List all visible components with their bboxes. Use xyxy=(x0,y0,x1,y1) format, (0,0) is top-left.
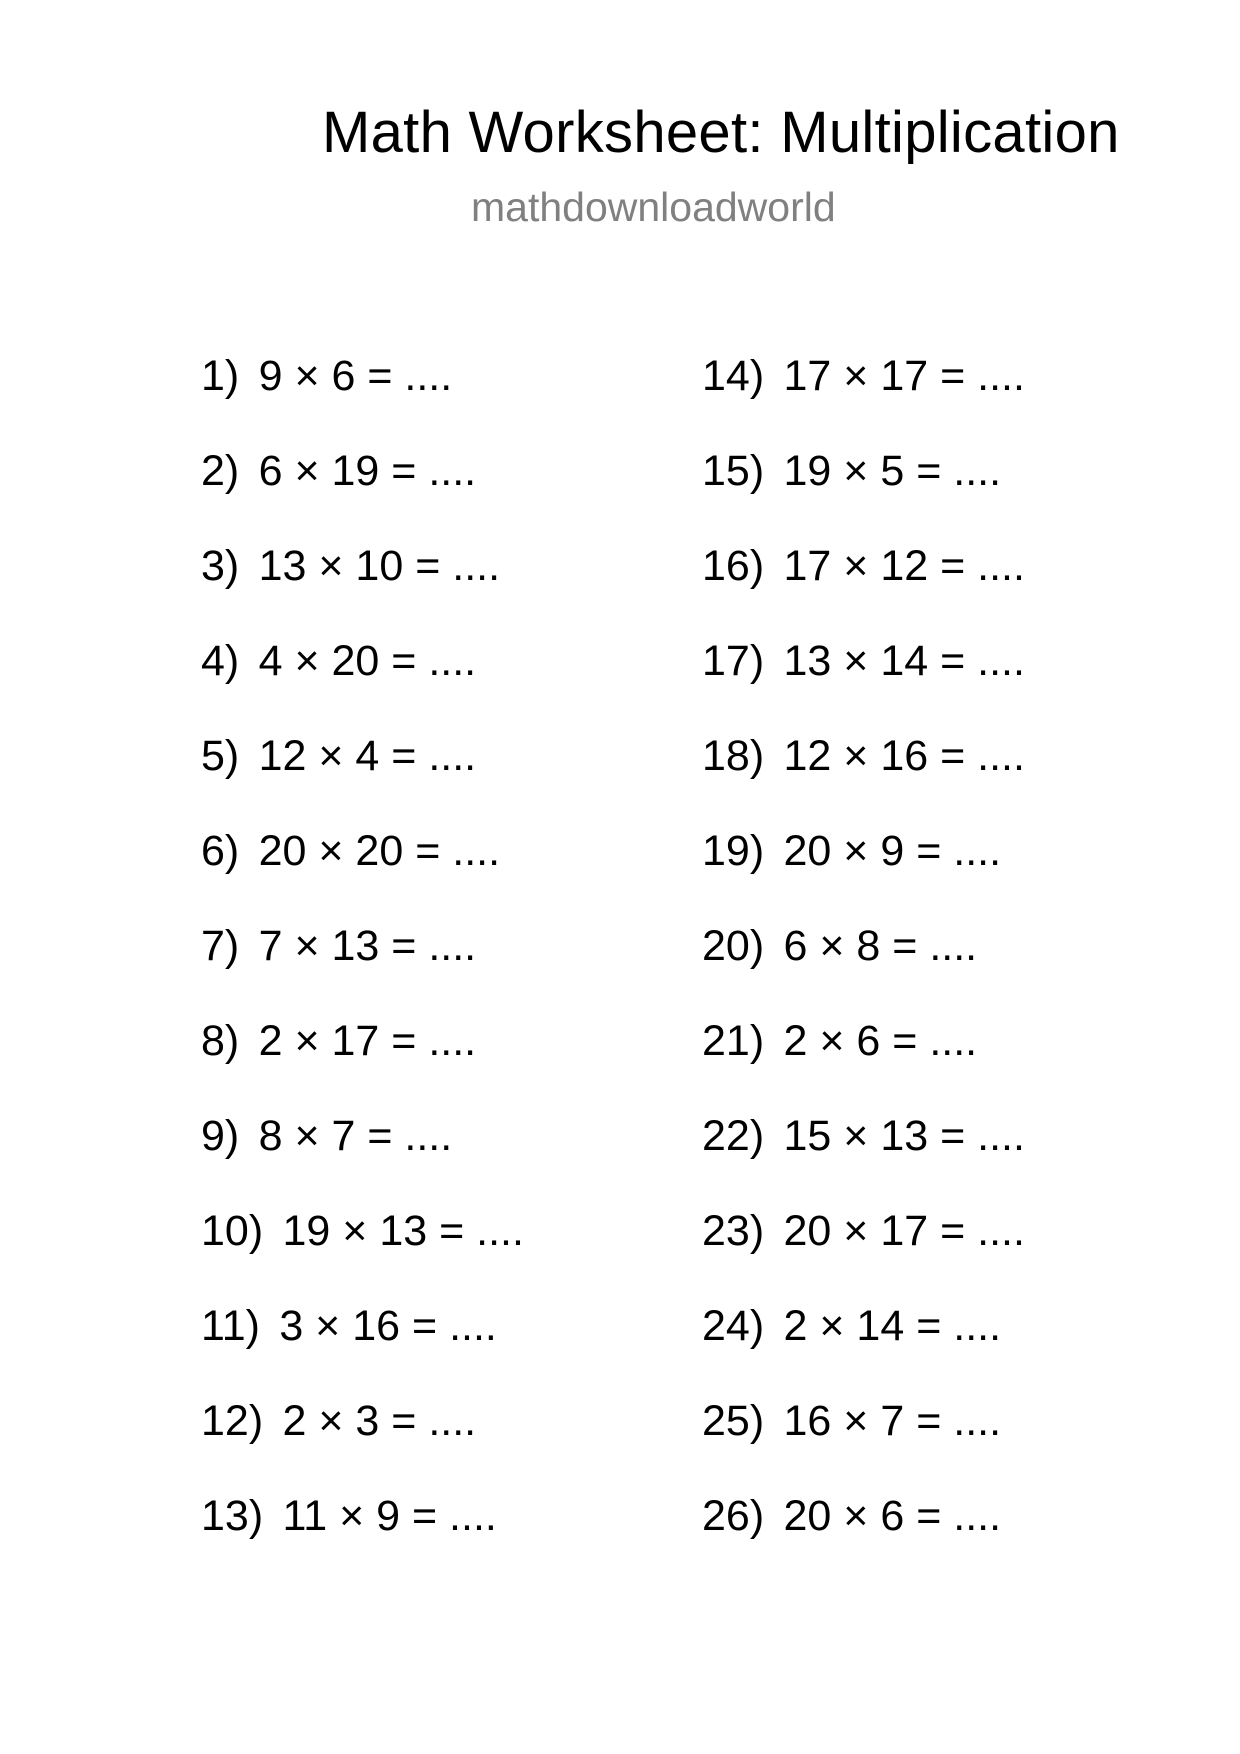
problem-item xyxy=(201,635,524,730)
problem-expression: 20 × 20 = .... xyxy=(258,827,501,875)
problem-number: 6) xyxy=(201,827,240,875)
problem-column-right xyxy=(702,350,1025,1585)
problem-expression: 20 × 17 = .... xyxy=(783,1207,1025,1255)
problem-number: 23) xyxy=(702,1207,765,1255)
page-subtitle: mathdownloadworld xyxy=(471,184,836,230)
problem-expression: 12 × 4 = .... xyxy=(258,732,477,780)
problem-item xyxy=(702,920,1025,1015)
problem-number: 8) xyxy=(201,1017,240,1065)
problem-expression: 20 × 9 = .... xyxy=(783,827,1002,875)
problem-item xyxy=(201,445,524,540)
problem-item xyxy=(201,1490,524,1585)
problem-expression: 17 × 12 = .... xyxy=(783,542,1025,590)
problem-item xyxy=(201,1015,524,1110)
problem-item xyxy=(201,1110,524,1205)
problem-item xyxy=(702,1490,1025,1585)
problem-number: 7) xyxy=(201,922,240,970)
problem-number: 17) xyxy=(702,637,765,685)
problem-number: 14) xyxy=(702,352,765,400)
problem-number: 16) xyxy=(702,542,765,590)
problem-number: 4) xyxy=(201,637,240,685)
problem-number: 13) xyxy=(201,1492,264,1540)
problem-number: 11) xyxy=(201,1302,260,1350)
problem-expression: 19 × 13 = .... xyxy=(282,1207,524,1255)
problem-expression: 6 × 8 = .... xyxy=(783,922,978,970)
problem-item xyxy=(201,825,524,920)
problem-number: 21) xyxy=(702,1017,765,1065)
problem-number: 9) xyxy=(201,1112,240,1160)
problem-item xyxy=(702,1110,1025,1205)
problem-item xyxy=(702,350,1025,445)
problem-expression: 17 × 17 = .... xyxy=(783,352,1025,400)
problem-item xyxy=(201,730,524,825)
problem-item xyxy=(702,1015,1025,1110)
problem-number: 2) xyxy=(201,447,240,495)
problem-item xyxy=(702,730,1025,825)
problem-expression: 16 × 7 = .... xyxy=(783,1397,1002,1445)
page-title: Math Worksheet: Multiplication xyxy=(322,100,1120,165)
problem-expression: 8 × 7 = .... xyxy=(258,1112,453,1160)
problem-item xyxy=(702,1300,1025,1395)
problem-expression: 2 × 17 = .... xyxy=(258,1017,477,1065)
problem-item xyxy=(702,540,1025,635)
problem-item xyxy=(201,1300,524,1395)
problem-expression: 3 × 16 = .... xyxy=(279,1302,497,1350)
problem-number: 25) xyxy=(702,1397,765,1445)
problem-expression: 20 × 6 = .... xyxy=(783,1492,1002,1540)
problem-number: 1) xyxy=(201,352,240,400)
problem-number: 24) xyxy=(702,1302,765,1350)
problem-expression: 2 × 3 = .... xyxy=(282,1397,477,1445)
problem-item xyxy=(702,1395,1025,1490)
problem-expression: 12 × 16 = .... xyxy=(783,732,1025,780)
problem-number: 18) xyxy=(702,732,765,780)
problem-expression: 4 × 20 = .... xyxy=(258,637,477,685)
problem-expression: 6 × 19 = .... xyxy=(258,447,477,495)
problem-number: 26) xyxy=(702,1492,765,1540)
problem-number: 12) xyxy=(201,1397,264,1445)
problem-item xyxy=(201,350,524,445)
problem-number: 3) xyxy=(201,542,240,590)
problem-expression: 2 × 6 = .... xyxy=(783,1017,978,1065)
problem-item xyxy=(702,635,1025,730)
problem-number: 19) xyxy=(702,827,765,875)
problem-item xyxy=(201,1205,524,1300)
problem-number: 5) xyxy=(201,732,240,780)
problem-expression: 15 × 13 = .... xyxy=(783,1112,1025,1160)
problem-item xyxy=(201,540,524,635)
problem-expression: 2 × 14 = .... xyxy=(783,1302,1002,1350)
problem-column-left xyxy=(201,350,524,1585)
problem-item xyxy=(702,445,1025,540)
problem-item xyxy=(702,825,1025,920)
problem-number: 22) xyxy=(702,1112,765,1160)
problem-number: 15) xyxy=(702,447,765,495)
problem-expression: 13 × 10 = .... xyxy=(258,542,501,590)
problem-item xyxy=(201,1395,524,1490)
problem-expression: 7 × 13 = .... xyxy=(258,922,477,970)
problem-number: 20) xyxy=(702,922,765,970)
problem-expression: 9 × 6 = .... xyxy=(258,352,453,400)
problem-item xyxy=(702,1205,1025,1300)
problem-item xyxy=(201,920,524,1015)
problem-expression: 19 × 5 = .... xyxy=(783,447,1002,495)
problem-expression: 11 × 9 = .... xyxy=(282,1492,497,1540)
problem-expression: 13 × 14 = .... xyxy=(783,637,1025,685)
problem-number: 10) xyxy=(201,1207,264,1255)
